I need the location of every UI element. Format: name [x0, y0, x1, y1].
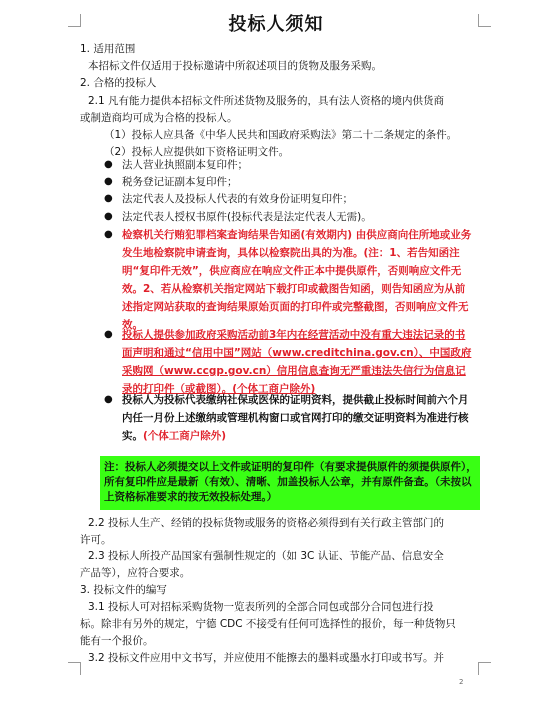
bullet-icon: ● [104, 394, 113, 405]
page-corner-mark [68, 662, 81, 675]
requirement-item: 法定代表人及投标人代表的有效身份证明复印件； [122, 193, 353, 205]
section-1-body: 本招标文件仅适用于投标邀请中所叙述项目的货物及服务采购。 [88, 60, 382, 72]
section-3-1-line-3: 能有一个报价。 [80, 635, 154, 647]
bullet-icon: ● [104, 176, 113, 187]
section-2-heading: 2. 合格的投标人 [80, 77, 157, 89]
section-2-2-line-1: 2.2 投标人生产、经销的投标货物或服务的资格必须得到有关行政主管部门的 [88, 517, 445, 529]
section-2-1-line-2: 或制造商均可成为合格的投标人。 [80, 112, 238, 124]
social-security-text: 投标人为投标代表缴纳社保或医保的证明资料，提供截止投标时间前六个月内任一月份上述缴纳或管理机构窗口或官网打印的缴交证明资料为准进行核实。 [122, 394, 469, 442]
bullet-icon: ● [104, 193, 113, 204]
bullet-icon: ● [104, 329, 113, 340]
bullet-icon: ● [104, 211, 113, 222]
section-3-heading: 3. 投标文件的编写 [80, 584, 167, 596]
section-2-2-line-2: 许可。 [80, 534, 112, 546]
social-security-note: (个体工商户除外) [143, 430, 227, 442]
condition-1: （1）投标人应具备《中华人民共和国政府采购法》第二十二条规定的条件。 [104, 129, 458, 141]
requirement-item: 法人营业执照副本复印件； [122, 159, 248, 171]
condition-2: （2）投标人应提供如下资格证明文件。 [104, 146, 290, 158]
bullet-icon: ● [104, 229, 113, 240]
section-3-2-line-1: 3.2 投标文件应用中文书写，并应使用不能擦去的墨料或墨水打印或书写。并 [88, 652, 445, 664]
requirement-item-credit-record: 投标人提供参加政府采购活动前3年内在经营活动中没有重大违法记录的书面声明和通过“信用中国”网站（www.creditchina.gov.cn）、中国政府采购网（www.ccgp.gov.cn）信用信息查询无严重违法失信行为信息记录的打印件（或截图）。(个体工商户除外) [122, 329, 472, 395]
section-2-1-line-1: 2.1 凡有能力提供本招标文件所述货物及服务的，具有法人资格的境内供货商 [88, 95, 445, 107]
page-number: 2 [459, 678, 464, 686]
section-2-3-line-2: 产品等），应符合要求。 [80, 567, 191, 579]
requirement-item: 税务登记证副本复印件； [122, 176, 238, 188]
requirement-item-bribery-record: 检察机关行贿犯罪档案查询结果告知函(有效期内) 由供应商向住所地或业务发生地检察院申请查询，具体以检察院出具的为准。(注：1、若告知函注明“复印件无效”，供应商应在响应文件正本中提供原件，否则响应文件无效。2、若从检察机关指定网站下载打印或截图告知函，则告知函应为从前述指定网站获取的查询结果原始页面的打印件或完整截图，否则响应文件无效。 [122, 229, 472, 331]
page-title: 投标人须知 [228, 14, 324, 35]
section-2-3-line-1: 2.3 投标人所投产品国家有强制性规定的（如 3C 认证、节能产品、信息安全 [88, 550, 444, 562]
section-1-heading: 1. 适用范围 [80, 43, 136, 55]
highlighted-note: 注：投标人必须提交以上文件或证明的复印件（有要求提供原件的须提供原件），所有复印件应是最新（有效）、清晰、加盖投标人公章，并有原件备查。（未按以上资格标准要求的按无效投标处理。） [104, 461, 477, 503]
requirement-item: 法定代表人授权书原件(投标代表是法定代表人无需)。 [122, 211, 372, 223]
section-3-1-line-2: 标。除非有另外的规定，宁德 CDC 不接受有任何可选择性的报价，每一种货物只 [80, 618, 456, 630]
bullet-icon: ● [104, 159, 113, 170]
section-3-1-line-1: 3.1 投标人可对招标采购货物一览表所列的全部合同包或部分合同包进行投 [88, 601, 434, 613]
requirement-item-social-security [122, 391, 474, 445]
